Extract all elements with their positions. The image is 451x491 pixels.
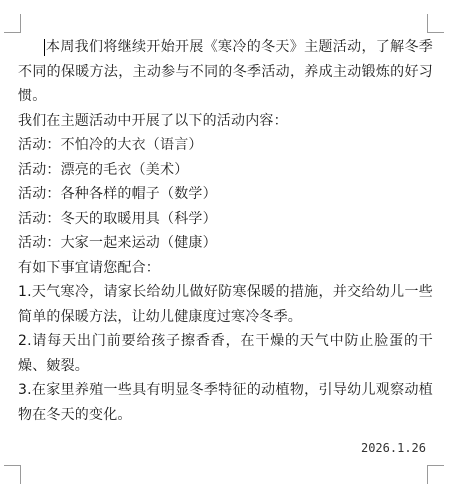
activity-item[interactable]: 活动：各种各样的帽子（数学） [18,186,217,202]
notice-item[interactable]: 1.天气寒冷，请家长给幼儿做好防寒保暖的措施，并交给幼儿一些简单的保暖方法，让幼儿健康度过寒冷冬季。 [18,284,433,325]
activity-item[interactable]: 活动：冬天的取暖用具（科学） [18,210,217,227]
document-body[interactable] [18,35,433,427]
activity-item[interactable]: 活动：不怕冷的大衣（语言） [18,137,203,153]
activities-heading[interactable]: 我们在主题活动中开展了以下的活动内容： [18,112,288,129]
document-date[interactable]: 2026.1.26 [360,441,426,455]
crop-mark-bottom-left [4,465,21,484]
crop-mark-bottom-right [427,465,444,484]
notice-item[interactable]: 3.在家里养殖一些具有明显冬季特征的动植物，引导幼儿观察动植物在冬天的变化。 [18,382,433,423]
activity-item[interactable]: 活动：大家一起来运动（健康） [18,235,217,251]
crop-mark-top-right [427,14,444,33]
notice-item[interactable]: 2.请每天出门前要给孩子擦香香，在干燥的天气中防止脸蛋的干燥、皴裂。 [18,333,433,374]
activity-item[interactable]: 活动：漂亮的毛衣（美术） [18,161,189,178]
intro-paragraph[interactable]: 本周我们将继续开始开展《寒冷的冬天》主题活动，了解冬季不同的保暖方法，主动参与不同的冬季活动，养成主动锻炼的好习惯。 [18,39,433,104]
crop-mark-top-left [4,14,21,33]
notice-heading[interactable]: 有如下事宜请您配合： [18,259,160,276]
